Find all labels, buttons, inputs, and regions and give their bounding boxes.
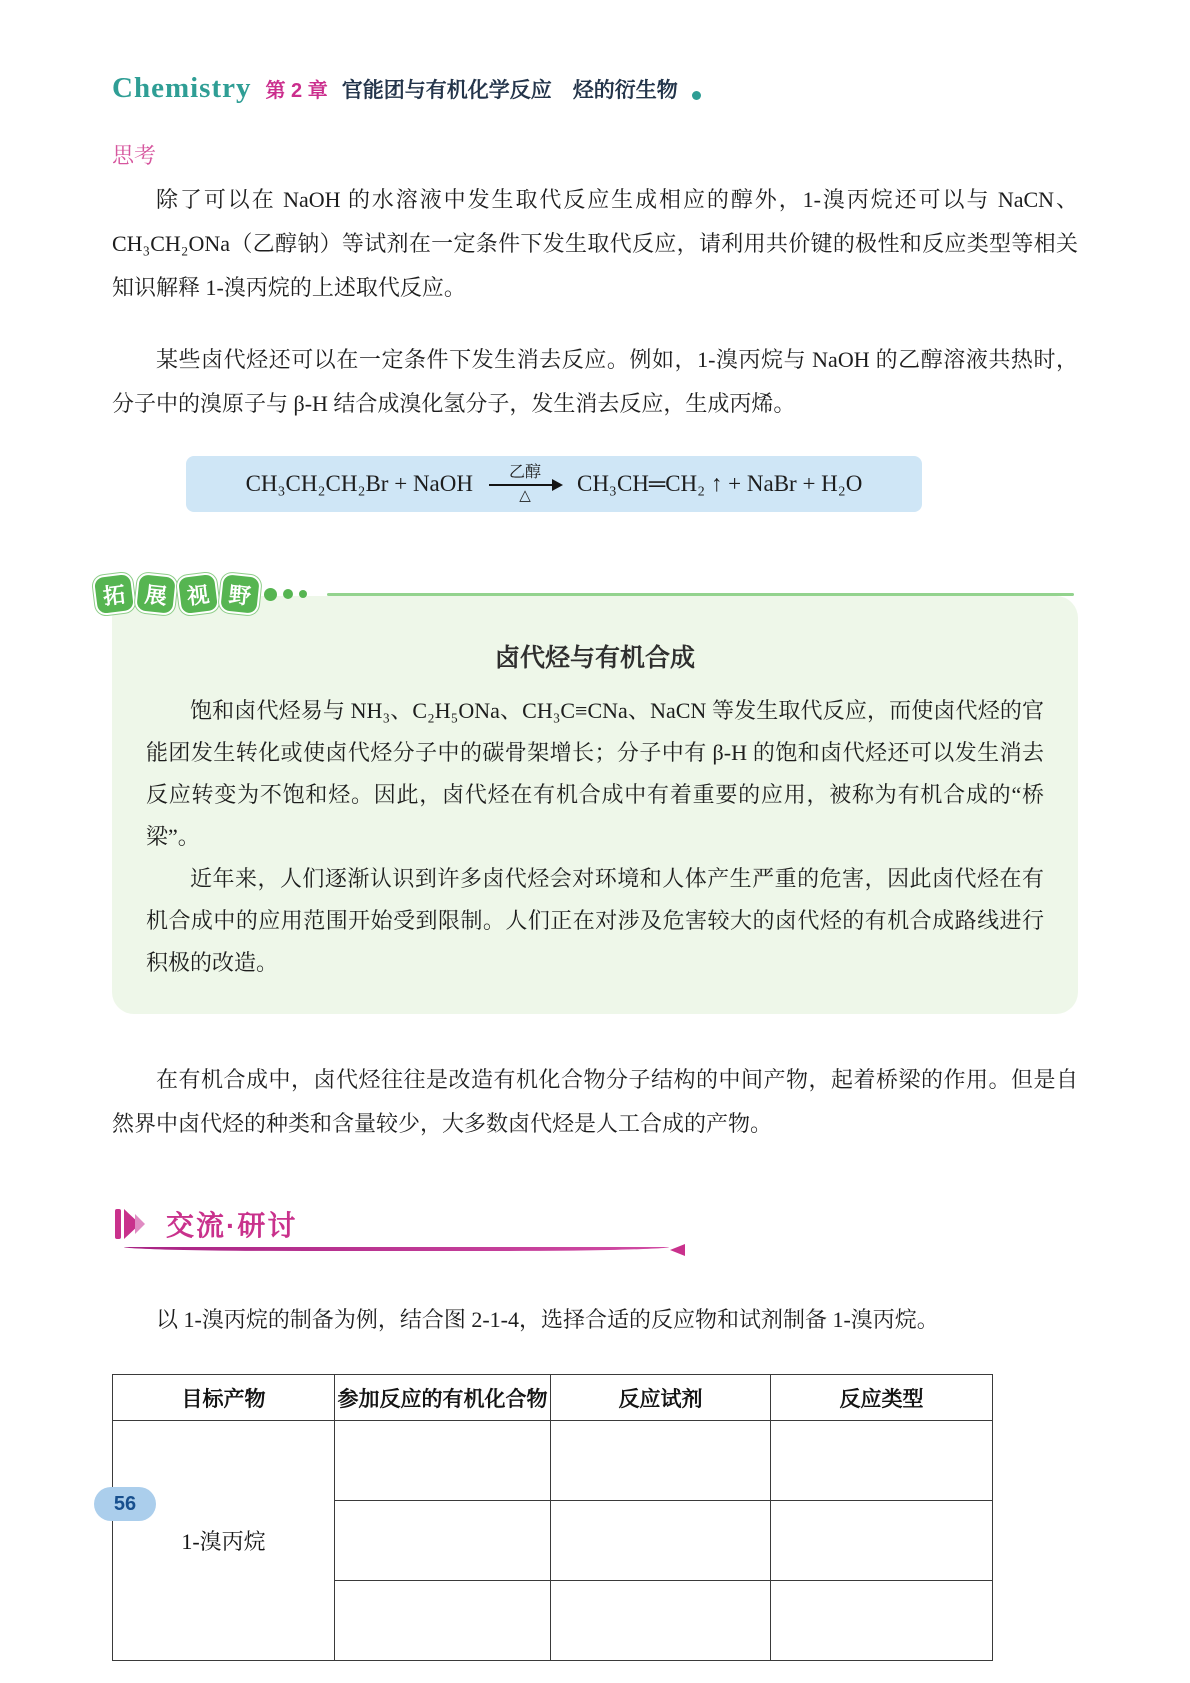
target-product-cell: 1-溴丙烷 [113,1421,335,1661]
col-header-target-product: 目标产物 [113,1375,335,1421]
col-header-reaction-type: 反应类型 [771,1375,993,1421]
expand-rule-line [327,593,1074,596]
brand-chemistry: Chemistry [112,72,252,104]
badge-dot-icon [299,590,307,598]
badge-char: 展 [136,574,176,614]
discussion-intro: 以 1-溴丙烷的制备为例，结合图 2-1-4，选择合适的反应物和试剂制备 1-溴丙烷。 [156,1307,939,1332]
arrow-condition-top: 乙醇 [508,463,541,481]
think-paragraph: 除了可以在 NaOH 的水溶液中发生取代反应生成相应的醇外，1-溴丙烷还可以与 NaCN、CH₃CH₂ONa（乙醇钠）等试剂在一定条件下发生取代反应，请利用共价键的极性和反应类型等相关知识解释 1-溴丙烷的上述取代反应。 [112,187,1078,300]
preparation-table [112,1374,993,1661]
empty-cell [551,1581,771,1661]
arrow-line [489,484,561,486]
expand-badge [96,576,307,612]
table-header-row [113,1375,993,1421]
expand-title: 卤代烃与有机合成 [494,645,695,672]
col-header-reagent: 反应试剂 [551,1375,771,1421]
empty-cell [335,1501,551,1581]
expand-paragraph: 近年来，人们逐渐认识到许多卤代烃会对环境和人体产生严重的危害，因此卤代烃在有机合成中的应用范围开始受到限制。人们正在对涉及危害较大的卤代烃的有机合成路线进行积极的改造。 [146,866,1044,975]
header-dot-icon [692,91,701,100]
col-header-organic-compound: 参加反应的有机化合物 [335,1375,551,1421]
badge-char: 视 [178,574,218,614]
equation-right: CH₃CH═CH₂ ↑ + NaBr + H₂O [576,471,863,496]
table-row [113,1421,993,1501]
elimination-paragraph: 某些卤代烃还可以在一定条件下发生消去反应。例如，1-溴丙烷与 NaOH 的乙醇溶液共热时，分子中的溴原子与 β-H 结合成溴化氢分子，发生消去反应，生成丙烯。 [112,347,1078,416]
chapter-title: 官能团与有机化学反应 烃的衍生物 [341,78,678,102]
expand-section [101,578,1078,1014]
equation-left: CH₃CH₂CH₂Br + NaOH [245,471,473,496]
empty-cell [335,1581,551,1661]
chapter-badge: 第 2 章 [265,80,328,102]
equation-box [186,456,922,512]
empty-cell [771,1581,993,1661]
page-header [112,72,1078,105]
empty-cell [771,1421,993,1501]
discussion-header [112,1204,1078,1244]
expand-paragraph: 饱和卤代烃易与 NH₃、C₂H₅ONa、CH₃C≡CNa、NaCN 等发生取代反应，而使卤代烃的官能团发生转化或使卤代烃分子中的碳骨架增长；分子中有 β-H 的饱和卤代烃还可以发生消去反应转变为不饱和烃。因此，卤代烃在有机合成中有着重要的应用，被称为有机合成的“桥梁”。 [146,698,1044,849]
discussion-icon [112,1204,152,1244]
empty-cell [335,1421,551,1501]
arrow-condition-bottom: △ [519,487,531,504]
empty-cell [551,1501,771,1581]
expand-box [112,596,1078,1014]
reaction-arrow-icon [489,464,561,505]
discussion-title: 交流·研讨 [166,1210,298,1241]
empty-cell [551,1421,771,1501]
think-section [112,139,1078,310]
page-number-badge: 56 [94,1487,156,1521]
empty-cell [771,1501,993,1581]
badge-dot-icon [264,588,277,601]
discussion-underline [124,1244,669,1256]
discussion-section [112,1204,1078,1661]
bridge-paragraph: 在有机合成中，卤代烃往往是改造有机化合物分子结构的中间产物，起着桥梁的作用。但是自然界中卤代烃的种类和含量较少，大多数卤代烃是人工合成的产物。 [112,1067,1078,1136]
badge-dot-icon [283,589,293,599]
badge-char: 拓 [94,574,134,614]
badge-char: 野 [220,574,260,614]
think-label: 思考 [112,143,157,168]
